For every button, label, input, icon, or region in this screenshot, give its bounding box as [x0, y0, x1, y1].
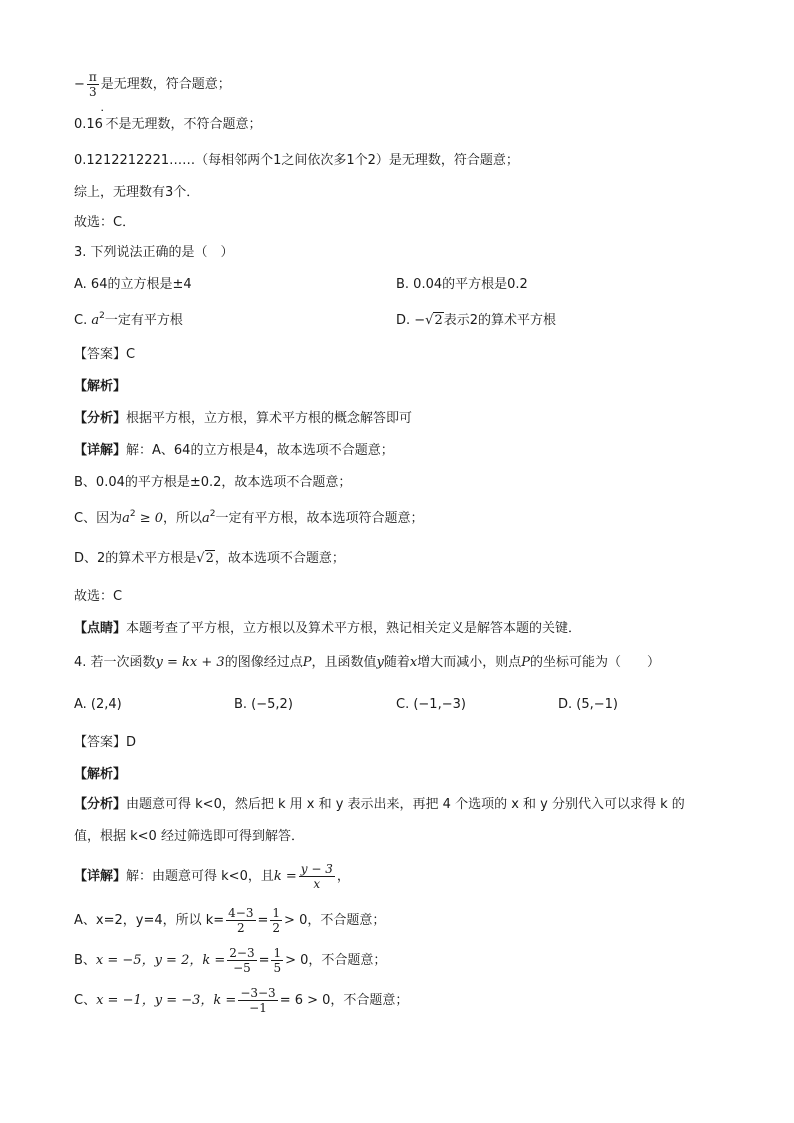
line-choose-c: 故选：C．	[74, 215, 136, 230]
fraction-pi-3	[87, 70, 99, 99]
q3-option-b: B. 0.04的平方根是0.2	[396, 277, 528, 292]
q3-option-d	[396, 312, 556, 330]
line-neg-pi-over-3	[74, 70, 231, 99]
q3-line-c	[74, 510, 424, 528]
opt-text: 一定有平方根	[104, 313, 183, 328]
q3-xiangjie	[74, 442, 394, 460]
var-x: x	[409, 655, 418, 670]
dianjing-tag: 【点睛】	[74, 621, 127, 636]
var-p: P	[302, 655, 312, 670]
fraction-1	[238, 986, 277, 1015]
text: C、	[74, 993, 97, 1008]
text: 一定有平方根，故本选项符合题意；	[215, 511, 424, 526]
var-a: a	[202, 511, 210, 526]
var-a: a	[122, 511, 130, 526]
q4-option-d: D. (5,−1)	[558, 697, 618, 712]
text: D、2的算术平方根是	[74, 551, 197, 566]
frac-num: −3−3	[240, 986, 276, 1000]
var-p: P	[521, 655, 530, 670]
fenxi-tag: 【分析】	[74, 797, 127, 812]
line-text: 是无理数，符合题意；	[100, 77, 231, 92]
q4-line-a	[74, 906, 385, 935]
fraction-2	[270, 906, 282, 935]
q3-choose: 故选：C	[74, 589, 123, 604]
xiangjie-tag: 【详解】	[74, 443, 127, 458]
text: 增大而减小，则点	[417, 655, 522, 670]
repeating-decimal: 0.16	[74, 117, 103, 132]
var-y: y	[376, 655, 384, 670]
q3-option-c	[74, 312, 183, 330]
q4-fenxi-1	[74, 796, 685, 814]
minus-sign: −	[74, 77, 85, 92]
fraction-k	[299, 862, 335, 891]
sqrt-2: √2	[425, 313, 443, 328]
frac-num: y − 3	[300, 862, 333, 876]
geq-zero: ≥ 0	[135, 511, 164, 526]
q4-option-b: B. (−5,2)	[234, 697, 293, 712]
q3-line-d	[74, 550, 345, 568]
text: 随着	[383, 655, 410, 670]
frac-num: 1	[272, 906, 281, 920]
sqrt-2: √2	[196, 551, 214, 566]
frac-den: 5	[273, 961, 282, 975]
q3-analysis-header: 【解析】	[74, 379, 127, 394]
line-016	[74, 109, 262, 134]
text: > 0，不合题意；	[285, 953, 387, 968]
exp-2: 2	[99, 311, 105, 321]
q3-option-a: A. 64的立方根是±4	[74, 277, 192, 292]
frac-den: 2	[272, 921, 281, 935]
text: 4. 若一次函数	[74, 655, 156, 670]
fraction-1	[227, 946, 256, 975]
text: = 6 > 0，不合题意；	[279, 993, 409, 1008]
function: y = kx + 3	[155, 655, 225, 670]
frac-den: 2	[237, 921, 245, 935]
opt-label: D. −	[396, 313, 426, 328]
opt-text: 表示2的算术平方根	[443, 313, 557, 328]
line-text: 不是无理数，不符合题意；	[105, 117, 262, 132]
q3-answer: 【答案】C	[74, 347, 136, 362]
exp-2: 2	[209, 509, 216, 519]
frac-num: 1	[273, 946, 282, 960]
text: B、	[74, 953, 96, 968]
q3-dianjing	[74, 620, 581, 638]
q4-analysis-header: 【解析】	[74, 767, 127, 782]
frac-den: −5	[233, 961, 251, 975]
dianjing-text: 本题考查了平方根，立方根以及算术平方根，熟记相关定义是解答本题的关键．	[126, 621, 582, 636]
text: 解：由题意可得 k<0，且	[126, 869, 274, 884]
xiangjie-tag: 【详解】	[74, 869, 127, 884]
repeat-dot: ˙	[98, 109, 106, 124]
exp-2: 2	[129, 509, 136, 519]
text: 的图像经过点	[224, 655, 303, 670]
q4-option-c: C. (−1,−3)	[396, 697, 466, 712]
q4-stem	[74, 654, 660, 672]
fenxi-text: 根据平方根，立方根，算术平方根的概念解答即可	[126, 411, 413, 426]
q4-xiangjie	[74, 862, 350, 891]
fenxi-tag: 【分析】	[74, 411, 127, 426]
radicand: 2	[205, 551, 214, 566]
line-0121: 0.1212212221……（每相邻两个1之间依次多1个2）是无理数，符合题意；	[74, 153, 519, 168]
frac-den: −1	[249, 1001, 267, 1015]
q4-option-a: A. (2,4)	[74, 697, 122, 712]
frac-num: 4−3	[228, 906, 254, 920]
frac-den: 3	[89, 85, 97, 99]
text: > 0，不合题意；	[284, 913, 386, 928]
fraction-2	[271, 946, 283, 975]
frac-num: π	[88, 70, 97, 84]
frac-den: x	[313, 877, 321, 891]
line-summary: 综上，无理数有3个．	[74, 185, 200, 200]
text: ，且函数值	[311, 655, 377, 670]
fenxi-text: 由题意可得 k<0，然后把 k 用 x 和 y 表示出来，再把 4 个选项的 x 和 y 分别代入可以求得 k 的	[126, 797, 685, 812]
q3-fenxi	[74, 410, 412, 428]
equals: =	[257, 913, 269, 928]
text: ，所以	[163, 511, 203, 526]
q4-line-b	[74, 946, 386, 975]
math-expr: x = −1，y = −3，k =	[96, 993, 237, 1008]
equals: =	[258, 953, 270, 968]
text: 的坐标可能为（ ）	[529, 655, 660, 670]
radicand: 2	[434, 313, 443, 328]
text: ，故本选项不合题意；	[214, 551, 345, 566]
fraction-1	[226, 906, 255, 935]
q3-stem: 3. 下列说法正确的是（ ）	[74, 245, 234, 260]
opt-label: C.	[74, 313, 92, 328]
text: ，	[336, 869, 350, 884]
var-a: a	[91, 313, 100, 328]
text: C、因为	[74, 511, 123, 526]
xiangjie-text: 解：A、64的立方根是4，故本选项不合题意；	[126, 443, 394, 458]
q3-line-b: B、0.04的平方根是±0.2，故本选项不合题意；	[74, 475, 352, 490]
q4-fenxi-2: 值，根据 k<0 经过筛选即可得到解答．	[74, 829, 304, 844]
math-expr: x = −5，y = 2，k =	[95, 953, 226, 968]
frac-num: 2−3	[229, 946, 255, 960]
text: A、x=2，y=4，所以 k=	[74, 913, 225, 928]
q4-line-c	[74, 986, 408, 1015]
q4-answer: 【答案】D	[74, 735, 137, 750]
k-eq: k =	[273, 869, 297, 884]
